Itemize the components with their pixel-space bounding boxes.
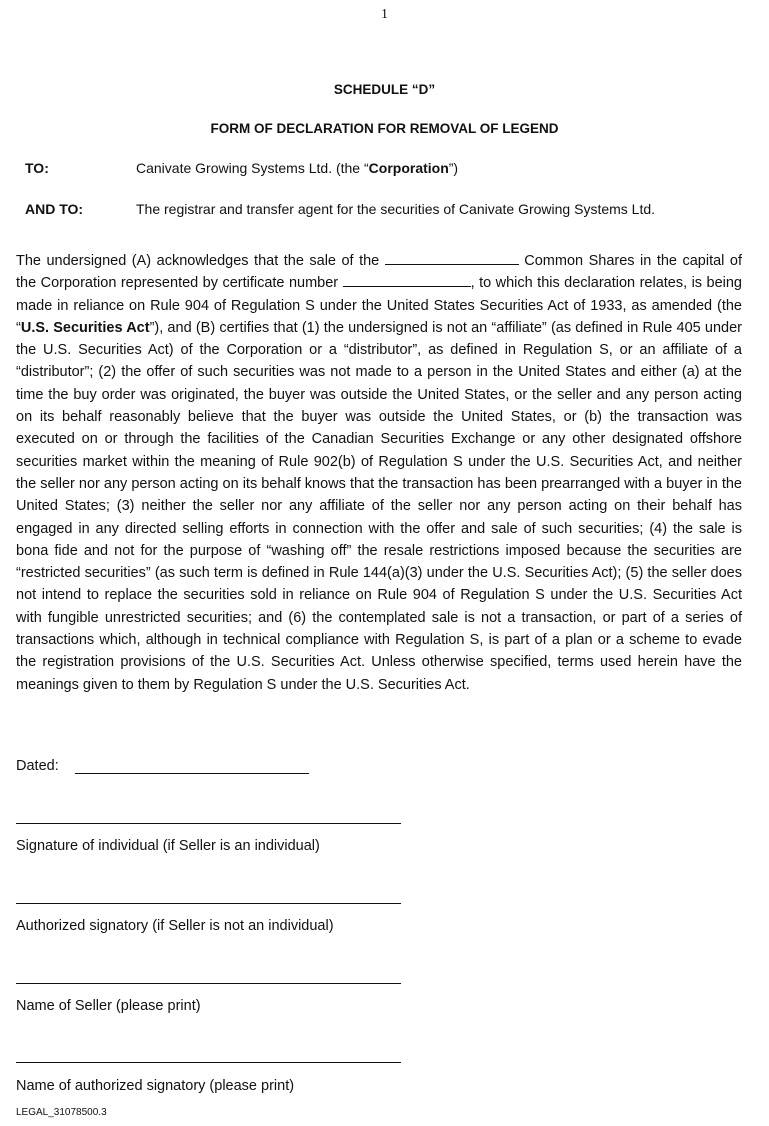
- declaration-paragraph: [16, 250, 742, 696]
- to-text-after: ”): [448, 160, 459, 176]
- corporation-term: Corporation: [368, 160, 449, 176]
- signature-line-signatory-name[interactable]: [16, 1062, 401, 1063]
- declaration-part2: Common Shares in the capital of the Corporation represented by certificate number: [16, 253, 742, 292]
- signature-label-seller-name: Name of Seller (please print): [16, 998, 201, 1014]
- declaration-part3: , to which this declaration relates, is being made in reliance on Rule 904 of Regulation S under the United States Securities Act of 1933, as amended (the “: [16, 275, 742, 336]
- document-code: LEGAL_31078500.3: [16, 1107, 107, 1118]
- page-number: 1: [381, 7, 388, 22]
- dated-line[interactable]: [75, 773, 309, 774]
- and-to-label: AND TO:: [25, 201, 84, 217]
- declaration-part4: ”), and (B) certifies that (1) the undersigned is not an “affiliate” (as defined in Rule 405 under the U.S. Securities Act) of the Corporation or a “distributor”, as defined in Regulation S, or an affiliate of a “distributor”; (2) the offer of such securities was not made to a person in the United States and either (a) at the time the buy order was originated, the buyer was outside the United States, or the seller and any person acting on its behalf reasonably believe that the buyer was outside the United States, or (b) the transaction was executed on or through the facilities of the Canadian Securities Exchange or any other designated offshore securities market within the meaning of Rule 902(b) of Regulation S under the U.S. Securities Act, and neither the seller nor any person acting on its behalf knows that the transaction has been prearranged with a buyer in the United States; (3) neither the seller nor any affiliate of the seller nor any person acting on their behalf has engaged in any directed selling efforts in connection with the offer and sale of such securities; (4) the sale is bona fide and not for the purpose of “washing off” the resale restrictions imposed because the securities are “restricted securities” (as such term is defined in Rule 144(a)(3) under the U.S. Securities Act); (5) the seller does not intend to replace the securities sold in reliance on Rule 904 of Regulation S under the U.S. Securities Act with fungible unrestricted securities; and (6) the contemplated sale is not a transaction, or part of a series of transactions which, although in technical compliance with Regulation S, is part of a plan or a scheme to evade the registration provisions of the U.S. Securities Act. Unless otherwise specified, terms used herein have the meanings given to them by Regulation S under the U.S. Securities Act.: [16, 319, 742, 693]
- shares-blank-field[interactable]: [385, 250, 519, 265]
- us-securities-act-term: U.S. Securities Act: [20, 319, 150, 336]
- signature-line-seller-name[interactable]: [16, 983, 401, 984]
- to-text: [136, 160, 458, 176]
- and-to-text: The registrar and transfer agent for the securities of Canivate Growing Systems Ltd.: [136, 201, 656, 217]
- signature-line-authorized[interactable]: [16, 903, 401, 904]
- signature-label-signatory-name: Name of authorized signatory (please print): [16, 1078, 295, 1094]
- to-text-before: Canivate Growing Systems Ltd. (the “: [136, 160, 369, 176]
- signature-label-individual: Signature of individual (if Seller is an individual): [16, 838, 320, 854]
- declaration-part1: The undersigned (A) acknowledges that the sale of the: [16, 253, 385, 269]
- signature-line-individual[interactable]: [16, 823, 401, 824]
- certificate-number-blank-field[interactable]: [343, 272, 471, 287]
- dated-label: Dated:: [16, 758, 59, 774]
- form-title: FORM OF DECLARATION FOR REMOVAL OF LEGEND: [210, 121, 559, 136]
- signature-label-authorized: Authorized signatory (if Seller is not an individual): [16, 918, 334, 934]
- schedule-title: SCHEDULE “D”: [333, 82, 436, 97]
- to-label: TO:: [25, 160, 49, 176]
